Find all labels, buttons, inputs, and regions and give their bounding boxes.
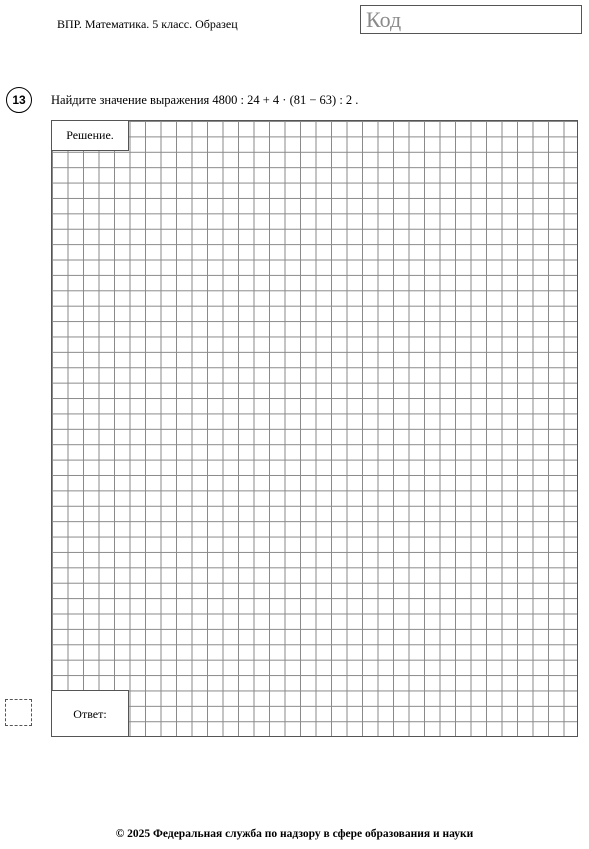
solution-label: Решение.	[51, 120, 129, 151]
code-field[interactable]	[360, 5, 582, 34]
task-number-badge: 13	[6, 87, 32, 113]
footer-copyright: © 2025 Федеральная служба по надзору в сфере образования и науки	[115, 828, 474, 840]
solution-grid[interactable]	[51, 120, 578, 737]
code-label: Код	[366, 7, 402, 32]
task-question: Найдите значение выражения 4800 : 24 + 4 · (81 − 63) : 2 .	[51, 93, 359, 107]
answer-label: Ответ:	[51, 690, 129, 737]
document-header-title: ВПР. Математика. 5 класс. Образец	[57, 17, 238, 31]
score-box[interactable]	[5, 699, 32, 726]
